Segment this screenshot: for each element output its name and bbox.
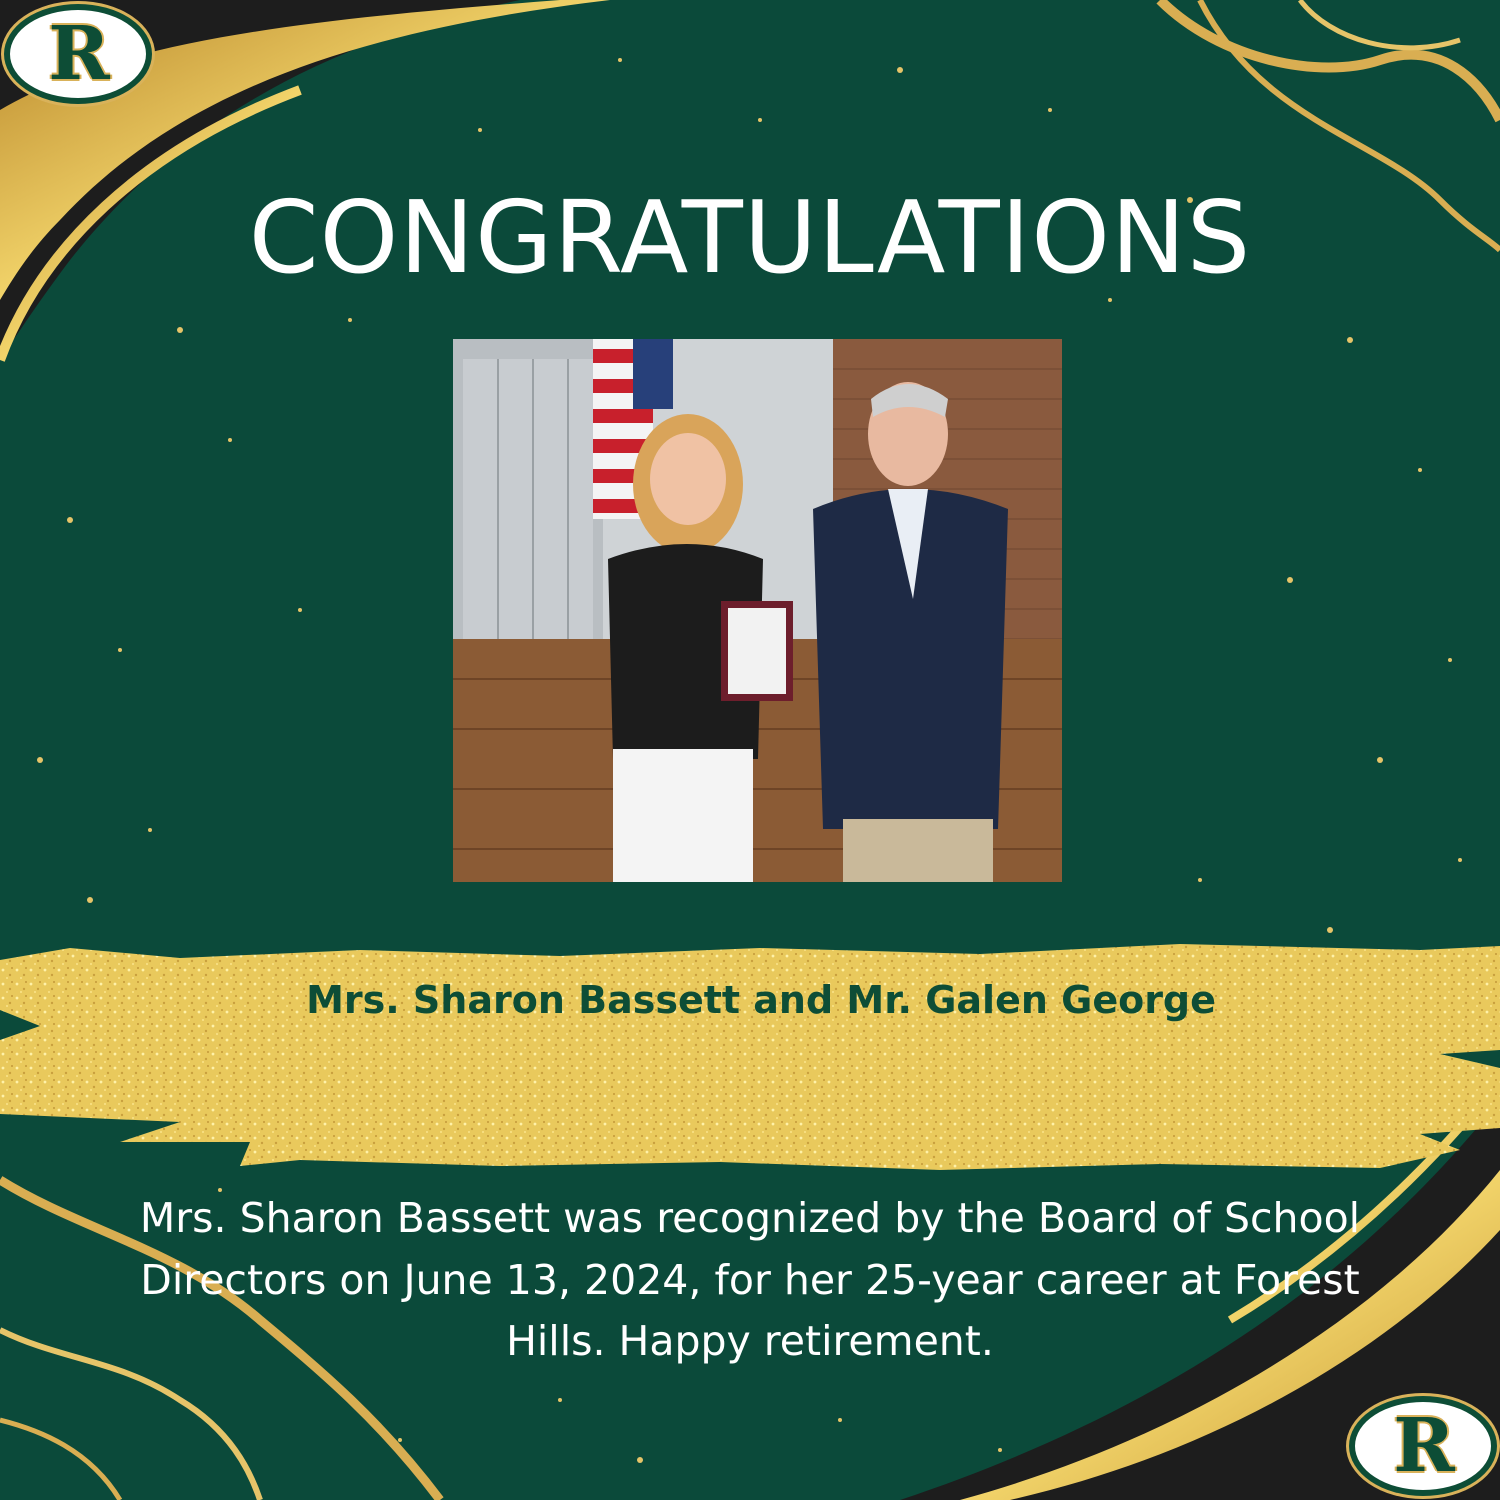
caption-text: Mrs. Sharon Bassett was recognized by the Board of School Directors on June 13, 2024, for her 25-year career at Forest Hills. Happy retirement. [139,1194,1361,1365]
honoree-names: Mrs. Sharon Bassett and Mr. Galen George [306,978,1216,1022]
school-logo-bottom-right [1349,1396,1497,1496]
award-photo [453,339,1062,882]
logo-letter: R [1393,1403,1453,1489]
school-logo-top-left [4,4,152,104]
logo-letter: R [48,11,108,97]
headline: CONGRATULATIONS [248,179,1252,296]
